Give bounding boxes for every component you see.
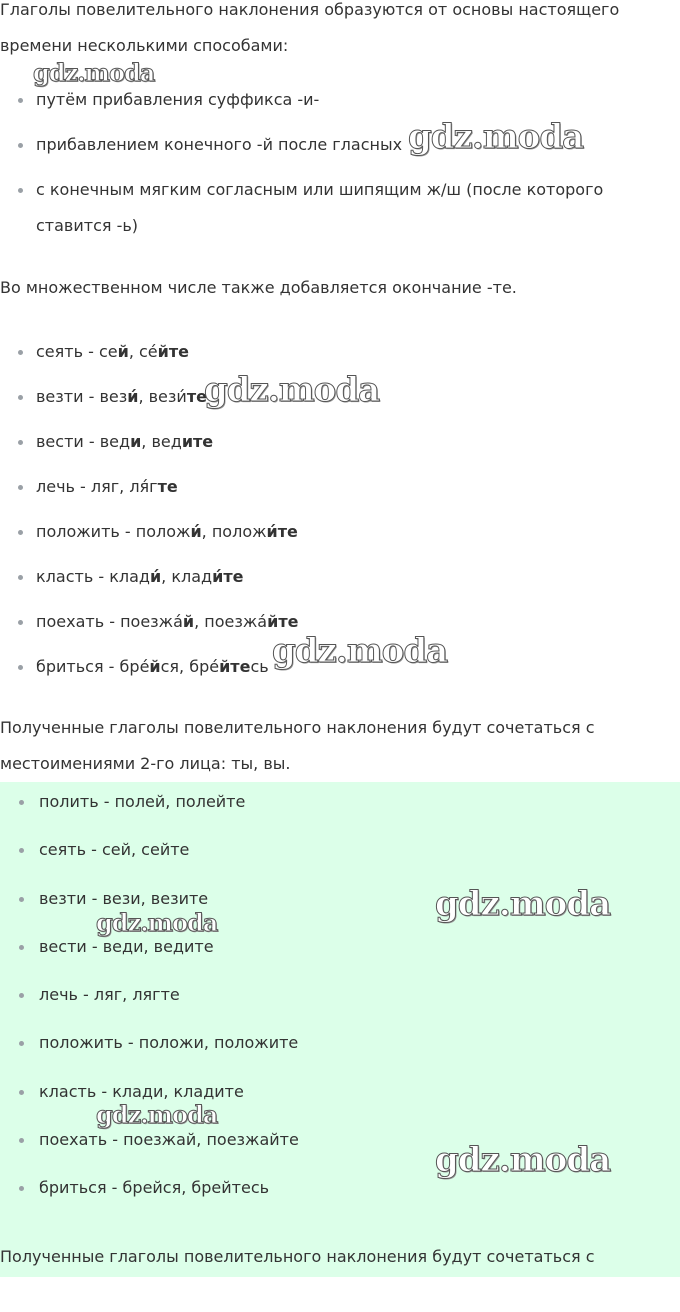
- answer-text: везти - вези, везите: [39, 888, 209, 908]
- example-item: [0, 649, 680, 685]
- bold-ending: и́: [149, 567, 162, 586]
- list-item: с конечным мягким согласным или шипящим ж/ш (после которого ставится -ь): [0, 172, 680, 244]
- answer-text: бриться - брейся, брейтесь: [39, 1178, 270, 1198]
- bold-ending: йте: [219, 657, 251, 676]
- pronoun-note-line-1: Полученные глаголы повелительного наклонения будут сочетаться с: [0, 718, 595, 737]
- answer-item: [0, 832, 680, 868]
- footer-line: Полученные глаголы повелительного наклонения будут сочетаться с: [0, 1247, 595, 1266]
- answer-item: [0, 881, 680, 917]
- answer-item: [0, 784, 680, 820]
- example-text: вести - вед: [36, 432, 131, 451]
- example-item: [0, 424, 680, 460]
- example-item: [0, 334, 680, 370]
- example-text: сь: [250, 657, 269, 676]
- example-item: [0, 559, 680, 595]
- answer-text: класть - клади, кладите: [39, 1081, 244, 1101]
- bold-ending: те: [186, 387, 207, 406]
- answer-item: [0, 1025, 680, 1061]
- watermark-logo: gdz.moda: [272, 631, 448, 671]
- answer-text: положить - положи, положите: [39, 1033, 299, 1053]
- watermark-logo: gdz.moda: [435, 884, 611, 924]
- watermark-logo: gdz.moda: [33, 58, 155, 87]
- list-item: прибавлением конечного -й после гласных: [0, 127, 680, 163]
- example-text: , вези́: [138, 387, 187, 406]
- answer-text: лечь - ляг, лягте: [39, 985, 180, 1005]
- list-item: путём прибавления суффикса -и-: [0, 82, 680, 118]
- example-item: [0, 379, 680, 415]
- bold-ending: те: [157, 477, 178, 496]
- bold-ending: и́: [127, 387, 139, 406]
- answer-item: [0, 929, 680, 965]
- example-text: , клад: [161, 567, 213, 586]
- pronoun-note-line-2: местоимениями 2-го лица: ты, вы.: [0, 754, 291, 773]
- methods-list: [0, 82, 680, 244]
- example-text: класть - клад: [36, 567, 150, 586]
- bold-ending: йте: [157, 342, 189, 361]
- bold-ending: и́: [190, 522, 202, 541]
- bold-ending: и: [130, 432, 142, 451]
- bold-ending: йте: [267, 612, 299, 631]
- watermark-logo: gdz.moda: [96, 908, 218, 937]
- answer-text: поехать - поезжай, поезжайте: [39, 1130, 299, 1150]
- intro-line-2: времени несколькими способами:: [0, 36, 289, 55]
- example-item: [0, 604, 680, 640]
- example-text: , поезжа́: [194, 612, 268, 631]
- answer-text: вести - веди, ведите: [39, 936, 214, 956]
- examples-list: [0, 334, 680, 685]
- example-text: лечь - ляг, ля́г: [36, 477, 158, 496]
- watermark-logo: gdz.moda: [204, 370, 380, 410]
- example-text: бриться - бре́: [36, 657, 150, 676]
- pronoun-note: [0, 710, 672, 782]
- example-text: , вед: [141, 432, 182, 451]
- watermark-logo: gdz.moda: [408, 117, 584, 157]
- answer-item: [0, 1170, 680, 1206]
- plural-note: Во множественном числе также добавляется окончание -те.: [0, 278, 517, 297]
- answer-text: сеять - сей, сейте: [39, 840, 190, 860]
- answer-text: полить - полей, полейте: [39, 792, 246, 811]
- example-text: положить - полож: [36, 522, 191, 541]
- example-item: [0, 469, 680, 505]
- intro-paragraph: [0, 0, 672, 64]
- answer-item: [0, 1122, 680, 1158]
- watermark-logo: gdz.moda: [96, 1100, 218, 1129]
- bold-ending: и́те: [266, 522, 298, 541]
- example-text: везти - вез: [36, 387, 128, 406]
- bold-ending: и́те: [212, 567, 244, 586]
- example-text: , полож: [201, 522, 267, 541]
- bold-ending: й: [182, 612, 195, 631]
- bold-ending: й: [117, 342, 129, 361]
- answer-item: [0, 1074, 680, 1110]
- bold-ending: ите: [181, 432, 214, 451]
- example-text: , се́: [128, 342, 158, 361]
- bold-ending: й: [149, 657, 161, 676]
- watermark-logo: gdz.moda: [435, 1140, 611, 1180]
- example-text: поехать - поезжа́: [36, 612, 183, 631]
- answer-item: [0, 977, 680, 1013]
- example-text: ся, бре́: [160, 657, 220, 676]
- example-text: сеять - се: [36, 342, 118, 361]
- intro-line-1: Глаголы повелительного наклонения образуются от основы настоящего: [0, 0, 620, 19]
- example-item: [0, 514, 680, 550]
- answer-list: [0, 784, 680, 1206]
